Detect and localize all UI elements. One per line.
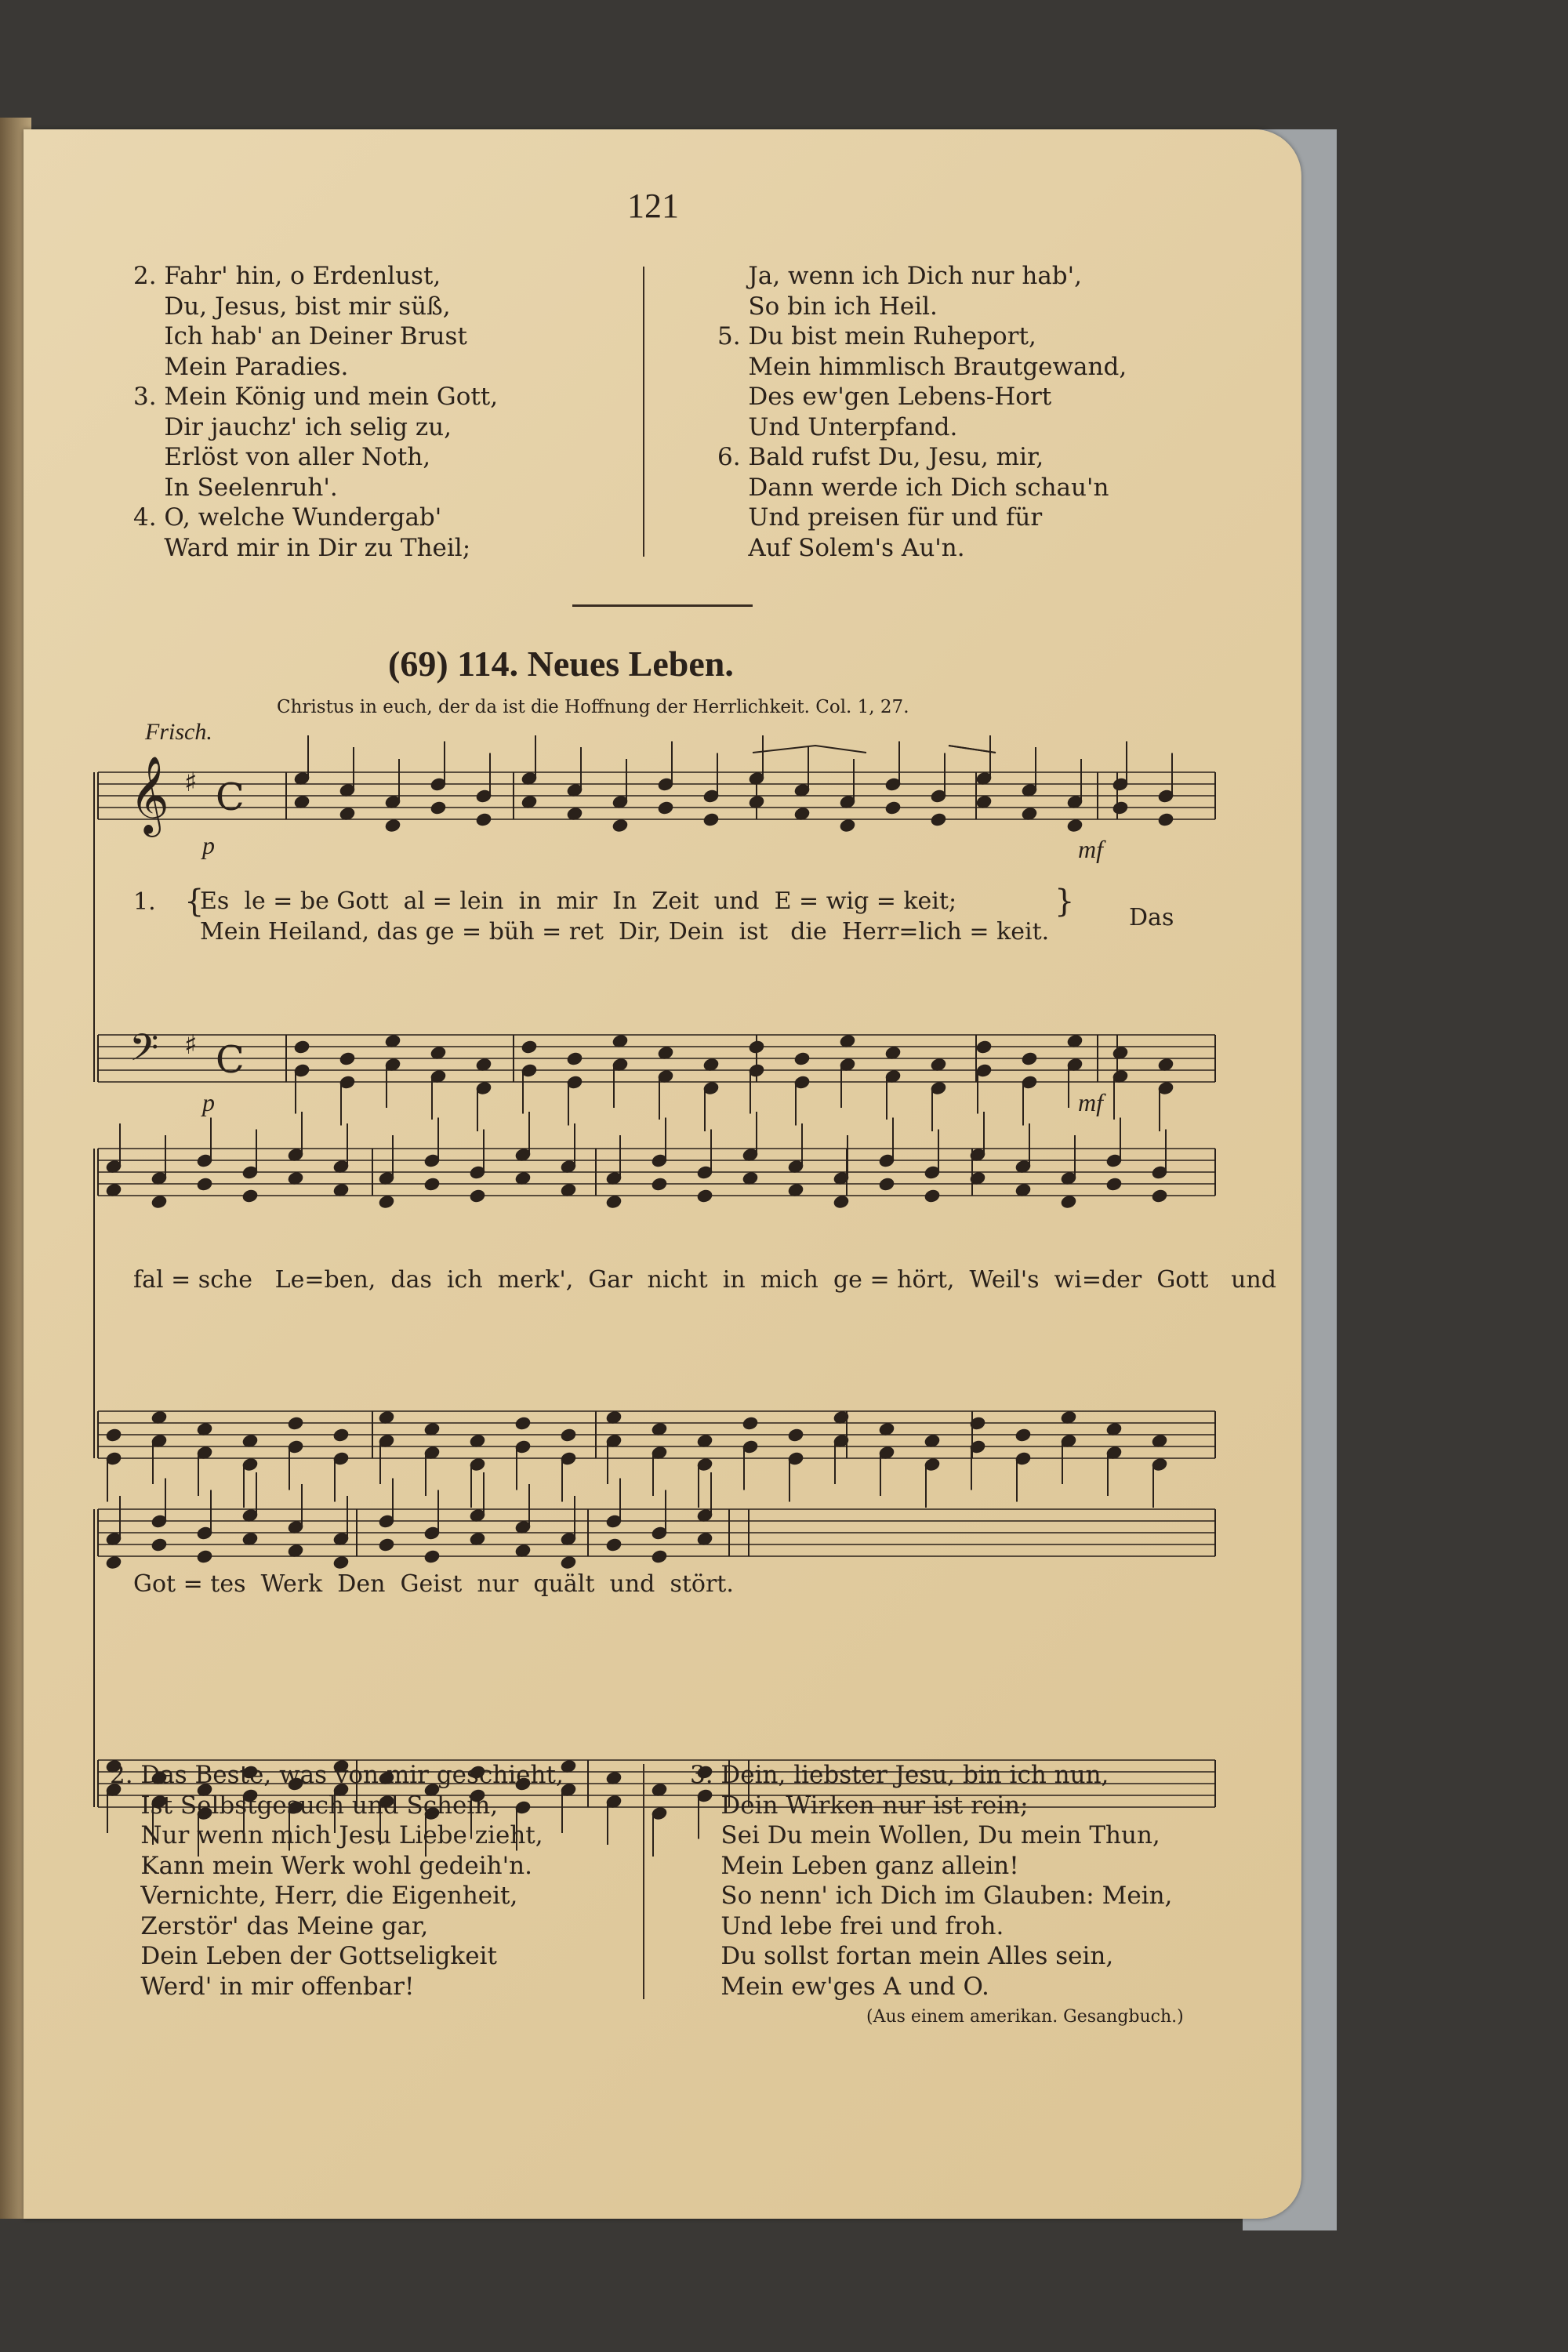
top-verses-left: 2. Fahr' hin, o Erdenlust, Du, Jesus, bist mir süß, Ich hab' an Deiner Brust Mein Paradies. 3. Mein König und mein Gott, Dir jauchz' ich selig zu, Erlöst von aller Noth, In Seelenruh'. 4. O, welche Wundergab' Ward mir in Dir zu Theil;: [133, 262, 499, 562]
note-head: [287, 1416, 304, 1431]
dynamic-mf-bass: mf: [1078, 1088, 1103, 1116]
bass-clef-icon: 𝄢: [129, 1025, 159, 1079]
hymn-epigraph: Christus in euch, der da ist die Hoffnung der Herrlichkeit. Col. 1, 27.: [277, 697, 909, 717]
note-head: [702, 812, 720, 827]
note-head: [975, 1040, 993, 1054]
bottom-verses-left: 2. Das Beste, was von mir geschieht, Ist Selbstgesuch und Schein, Nur wenn mich Jesu Liebe zieht, Kann mein Werk wohl gedeih'n. Vernichte, Herr, die Eigenheit, Zerstör' das Meine gar, Dein Leben der Gottseligkeit Werd' in mir offenbar!: [110, 1761, 564, 2001]
note-head: [151, 1194, 168, 1209]
note-head: [651, 1549, 668, 1564]
note-head: [833, 1194, 850, 1209]
note-head: [605, 1537, 622, 1552]
sharp-icon: ♯: [184, 767, 198, 798]
common-time-icon: C: [216, 1038, 245, 1082]
note-head: [293, 1040, 310, 1054]
note-head: [651, 1177, 668, 1192]
note-head: [384, 818, 401, 833]
note-head: [378, 1194, 395, 1209]
note-head: [566, 1051, 583, 1066]
sharp-icon: ♯: [184, 1029, 198, 1061]
verse-number: 1.: [133, 888, 156, 916]
note-head: [878, 1177, 895, 1192]
note-head: [560, 1428, 577, 1443]
note-head: [514, 1416, 532, 1431]
note-head: [1105, 1177, 1123, 1192]
lyrics-line-1a: Es le = be Gott al = lein in mir In Zeit und E = wig = keit;: [200, 887, 957, 915]
hymn-title: (69) 114. Neues Leben.: [388, 644, 734, 684]
note-head: [196, 1549, 213, 1564]
note-head: [696, 1189, 713, 1203]
lyrics-brace-close: }: [1054, 884, 1075, 920]
pickup-word: Das: [1129, 904, 1174, 931]
note-head: [423, 1549, 441, 1564]
note-head: [612, 818, 629, 833]
dynamic-mf-treble: mf: [1078, 835, 1103, 863]
note-head: [605, 1194, 622, 1209]
note-head: [196, 1177, 213, 1192]
note-head: [339, 1051, 356, 1066]
note-head: [241, 1189, 259, 1203]
decrescendo-hairpin: [753, 746, 866, 753]
tempo-marking: Frisch.: [145, 719, 212, 745]
note-head: [1066, 818, 1083, 833]
note-head: [1151, 1189, 1168, 1203]
note-head: [560, 1555, 577, 1570]
note-head: [1021, 1051, 1038, 1066]
bottom-verses-right: 3. Dein, liebster Jesu, bin ich nun, Dein Wirken nur ist rein; Sei Du mein Wollen, Du mein Thun, Mein Leben ganz allein! So nenn' ich Dich im Glauben: Mein, Und lebe frei und froh. Du sollst fortan mein Alles sein, Mein ew'ges A und O.: [690, 1761, 1173, 2001]
lyrics-brace-open: {: [184, 884, 205, 920]
note-head: [105, 1428, 122, 1443]
note-head: [1112, 800, 1129, 815]
note-head: [1014, 1428, 1032, 1443]
note-head: [151, 1537, 168, 1552]
treble-clef-icon: 𝄞: [129, 756, 169, 834]
note-head: [475, 812, 492, 827]
note-head: [1060, 1194, 1077, 1209]
note-head: [1157, 812, 1174, 827]
source-note: (Aus einem amerikan. Gesangbuch.): [866, 2007, 1184, 2027]
note-head: [884, 800, 902, 815]
note-head: [469, 1189, 486, 1203]
book-page: [24, 129, 1301, 2219]
note-head: [378, 1537, 395, 1552]
dynamic-piano-bass: p: [202, 1088, 215, 1116]
note-head: [430, 800, 447, 815]
note-head: [748, 1040, 765, 1054]
note-head: [657, 800, 674, 815]
note-head: [924, 1189, 941, 1203]
lyrics-line-1b: Mein Heiland, das ge = büh = ret Dir, Dein ist die Herr=lich = keit.: [200, 918, 1050, 946]
note-head: [332, 1428, 350, 1443]
common-time-icon: C: [216, 775, 245, 819]
note-head: [332, 1555, 350, 1570]
lyrics-line-3: Got = tes Werk Den Geist nur quält und stört.: [133, 1570, 734, 1598]
note-head: [742, 1416, 759, 1431]
note-head: [839, 818, 856, 833]
note-head: [423, 1177, 441, 1192]
note-head: [787, 1428, 804, 1443]
note-head: [793, 1051, 811, 1066]
note-head: [930, 812, 947, 827]
lyrics-line-2: fal = sche Le=ben, das ich merk', Gar nicht in mich ge = hört, Weil's wi=der Gott und: [133, 1266, 1276, 1294]
bottom-column-divider: [643, 1764, 644, 1999]
top-verses-right: Ja, wenn ich Dich nur hab', So bin ich Heil. 5. Du bist mein Ruheport, Mein himmlisch Brautgewand, Des ew'gen Lebens-Hort Und Unterpfand. 6. Bald rufst Du, Jesu, mir, Dann werde ich Dich schau'n Und preisen für und für Auf Solem's Au'n.: [717, 262, 1127, 562]
note-head: [105, 1555, 122, 1570]
page-number: 121: [627, 187, 679, 225]
dynamic-piano-treble: p: [202, 831, 215, 859]
note-head: [521, 1040, 538, 1054]
